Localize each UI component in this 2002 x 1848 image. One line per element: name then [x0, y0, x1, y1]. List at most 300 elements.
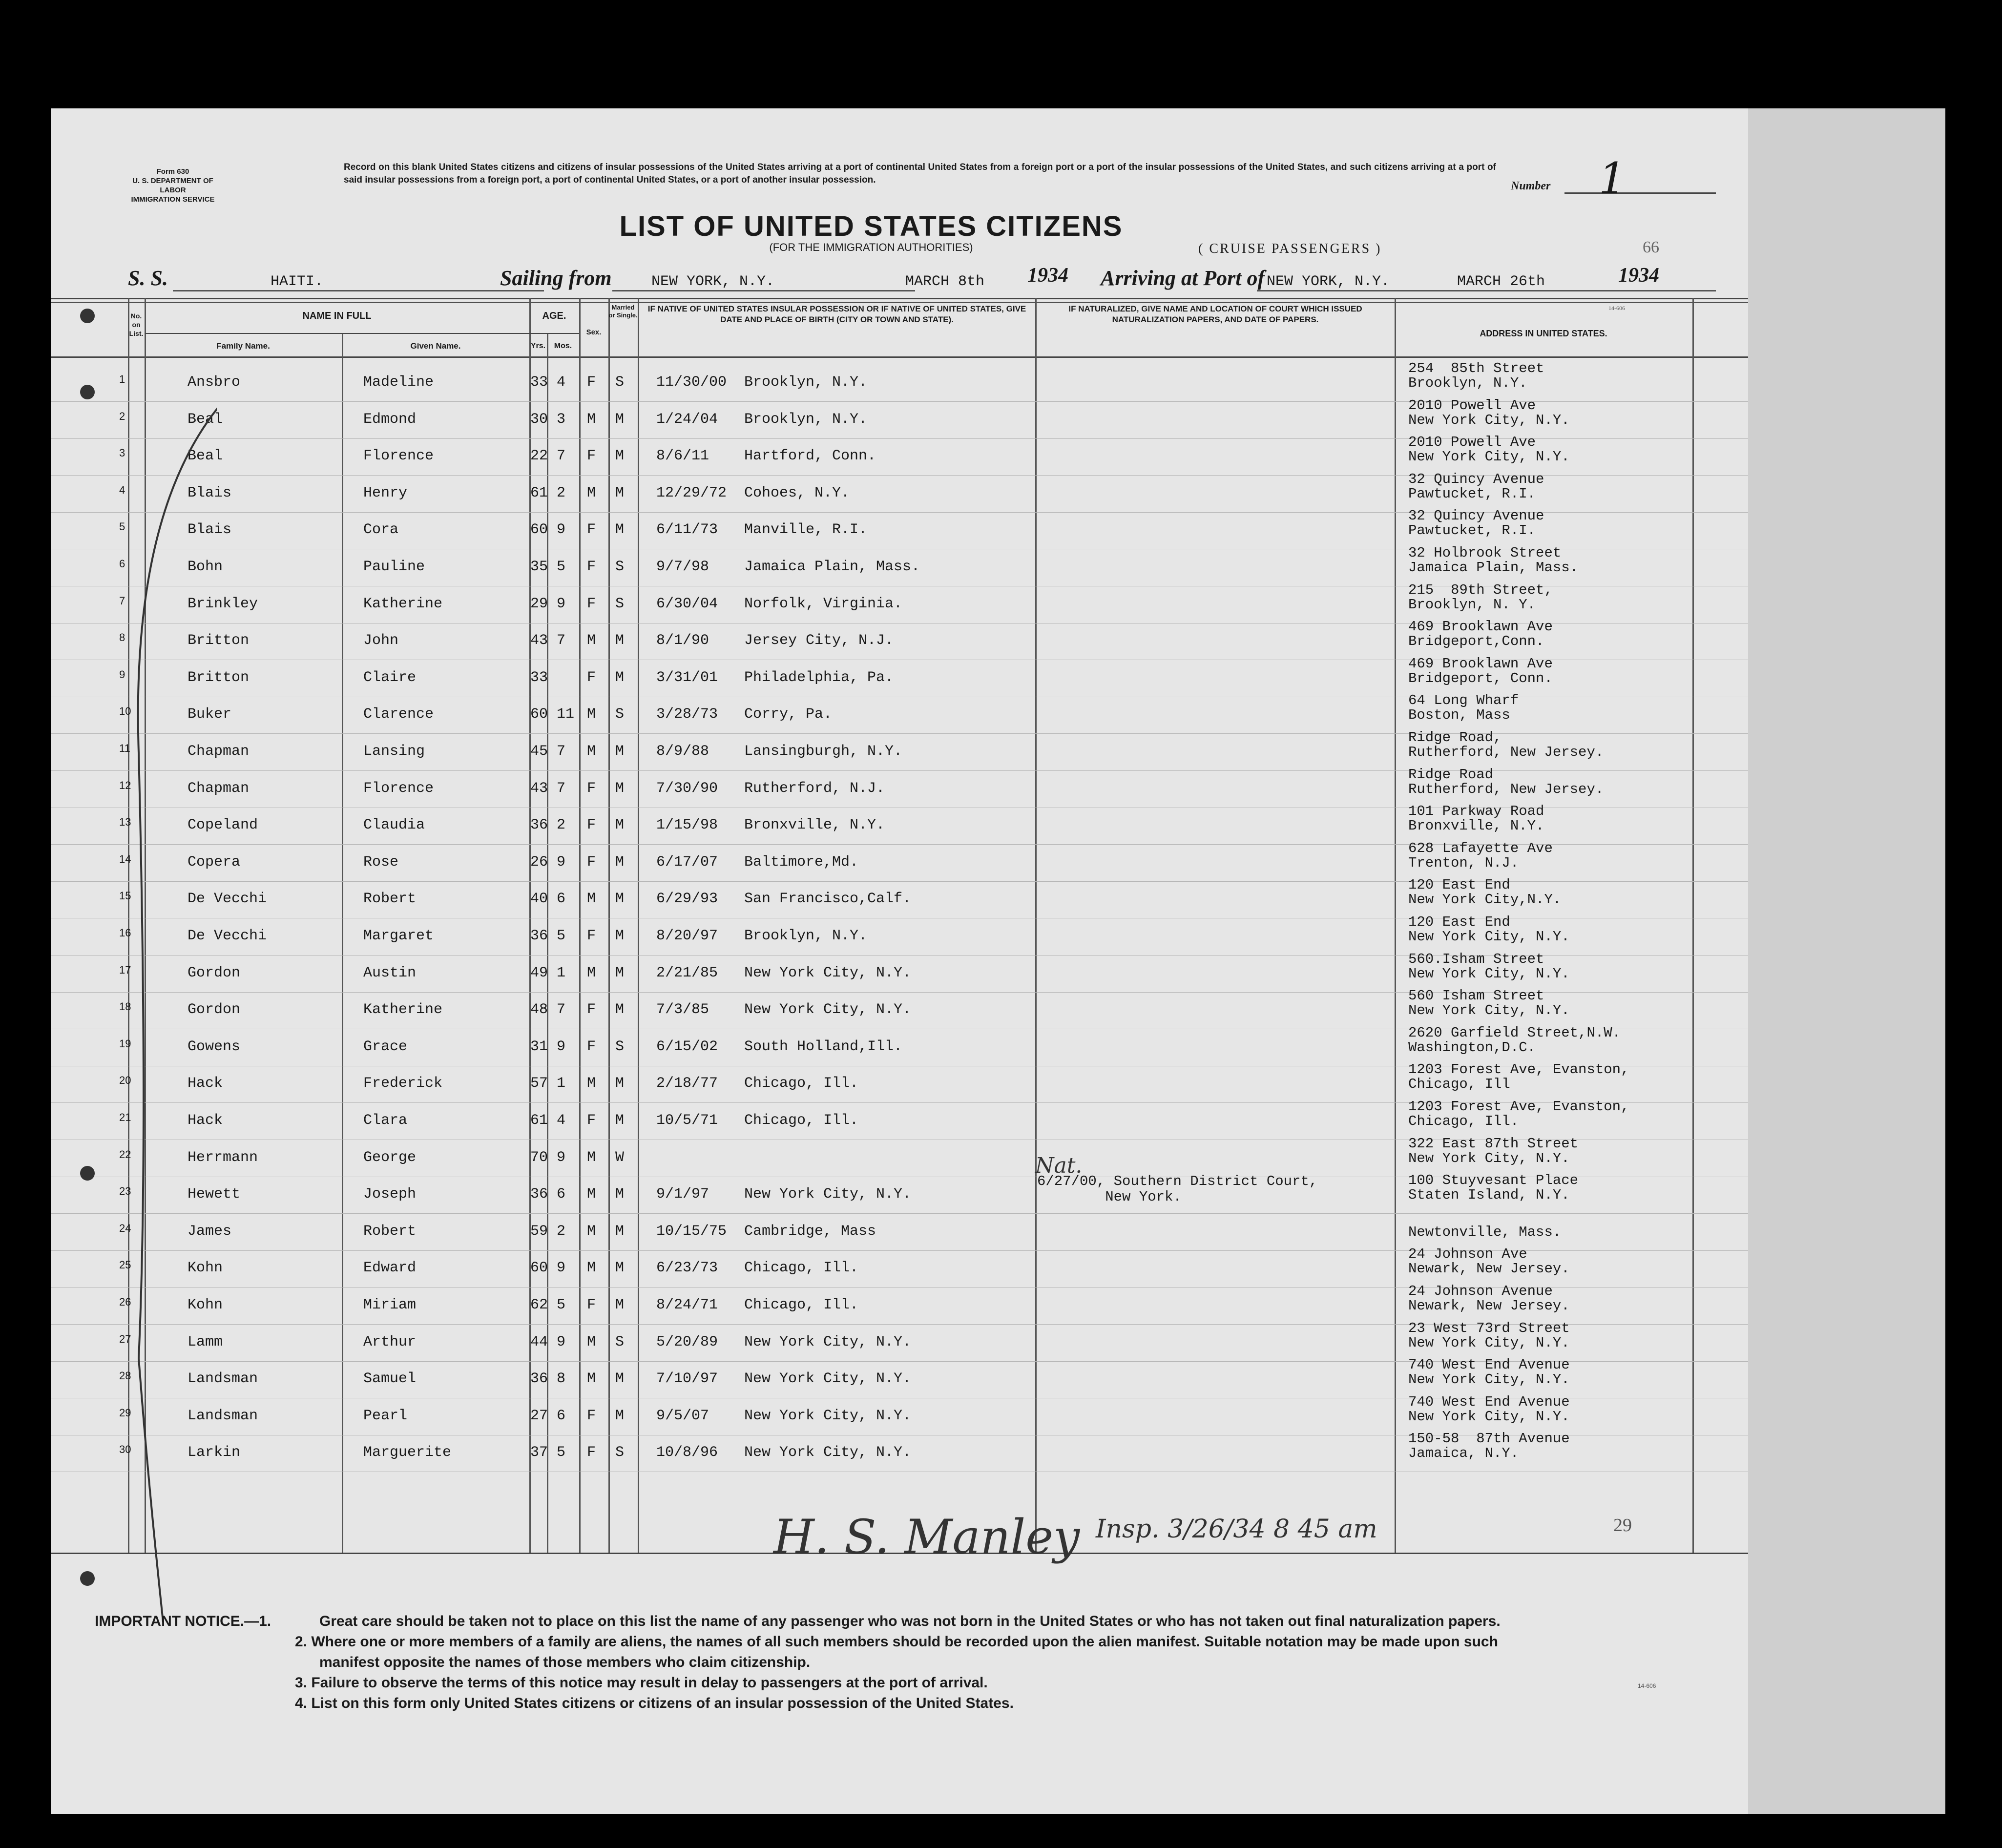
- row-number: 21: [119, 1111, 131, 1123]
- address-line-1: 2620 Garfield Street,N.W.: [1408, 1024, 1621, 1041]
- age-years: 36: [530, 1186, 548, 1203]
- manifest-page: [51, 108, 1748, 1814]
- birth-date: 6/23/73: [656, 1260, 718, 1277]
- given-name: Katherine: [363, 1001, 443, 1018]
- birth-date: 11/30/00: [656, 374, 727, 391]
- age-months: 5: [557, 928, 566, 944]
- row-number: 23: [119, 1185, 131, 1198]
- birth-date: 7/30/90: [656, 780, 718, 797]
- age-months: 4: [557, 1112, 566, 1129]
- given-name: Edmond: [363, 411, 417, 428]
- birth-date: 1/24/04: [656, 411, 718, 428]
- birth-date: 7/3/85: [656, 1001, 709, 1018]
- address-line-2: New York City, N.Y.: [1408, 412, 1570, 428]
- sex: F: [587, 669, 596, 686]
- cruise-passengers-note: ( CRUISE PASSENGERS ): [1198, 241, 1382, 256]
- given-name: Pearl: [363, 1407, 408, 1424]
- address-line-1: 560.Isham Street: [1408, 951, 1544, 967]
- birth-date: 8/20/97: [656, 928, 718, 944]
- sex: F: [587, 928, 596, 944]
- binding-hole: [80, 385, 95, 399]
- address-line-1: 628 Lafayette Ave: [1408, 840, 1553, 856]
- address-line-2: New York City, N.Y.: [1408, 965, 1570, 982]
- row-number: 27: [119, 1332, 131, 1345]
- family-name: James: [188, 1223, 232, 1240]
- family-name: Herrmann: [188, 1149, 258, 1166]
- stamp-number: 66: [1643, 238, 1659, 256]
- number-underline: [1564, 192, 1716, 194]
- notice-heading: IMPORTANT NOTICE.—1.: [95, 1613, 271, 1629]
- address-line-1: 120 East End: [1408, 914, 1510, 930]
- table-top-rule: [51, 298, 1748, 299]
- address-line-2: Newtonville, Mass.: [1408, 1224, 1562, 1240]
- marital-status: M: [615, 743, 625, 760]
- marital-status: M: [615, 928, 625, 944]
- address-line-2: New York City,N.Y.: [1408, 892, 1562, 908]
- header-married-single: Married or Single.: [608, 304, 638, 319]
- address-line-1: 215 89th Street,: [1408, 581, 1553, 598]
- arriving-label: Arriving at Port of: [1101, 266, 1265, 290]
- family-name: Blais: [188, 484, 232, 501]
- address-line-2: Bridgeport, Conn.: [1408, 670, 1553, 686]
- age-years: 48: [530, 1001, 548, 1018]
- age-years: 61: [530, 1112, 548, 1129]
- given-name: George: [363, 1149, 417, 1166]
- birth-place: Jamaica Plain, Mass.: [744, 559, 920, 575]
- birth-date: 3/31/01: [656, 669, 718, 686]
- birth-place: Brooklyn, N.Y.: [744, 928, 868, 944]
- ship-underline: [173, 290, 544, 291]
- header-no-on-list: No. on List.: [129, 312, 144, 337]
- sex: M: [587, 1370, 596, 1388]
- table-row: [51, 729, 1748, 773]
- marital-status: M: [615, 448, 625, 465]
- given-name: Marguerite: [363, 1444, 452, 1461]
- inspector-signature: H. S. Manley: [773, 1510, 1080, 1564]
- given-name: Claire: [363, 669, 417, 686]
- age-months: 9: [557, 595, 566, 612]
- voyage-code: 14-606: [1608, 305, 1625, 311]
- row-number: 1: [119, 373, 125, 385]
- family-name: Landsman: [188, 1407, 258, 1424]
- arriving-date: MARCH 26th: [1457, 273, 1545, 290]
- birth-place: Rutherford, N.J.: [744, 780, 885, 797]
- birth-place: Norfolk, Virginia.: [744, 595, 903, 612]
- birth-date: 3/28/73: [656, 706, 718, 723]
- row-number: 28: [119, 1370, 131, 1382]
- family-name: Larkin: [188, 1444, 241, 1461]
- given-name: Arthur: [363, 1333, 417, 1350]
- age-months: 9: [557, 1333, 566, 1350]
- binding-hole: [80, 309, 95, 323]
- birth-place: New York City, N.Y.: [744, 964, 912, 981]
- table-row: [51, 1172, 1748, 1216]
- birth-place: New York City, N.Y.: [744, 1001, 912, 1018]
- birth-date: 6/11/73: [656, 521, 718, 539]
- family-name: Copera: [188, 853, 241, 871]
- family-name: Beal: [188, 448, 223, 465]
- page-title: LIST OF UNITED STATES CITIZENS: [619, 210, 1123, 242]
- age-years: 27: [530, 1407, 548, 1424]
- age-months: 7: [557, 1001, 566, 1018]
- marital-status: M: [615, 669, 625, 686]
- number-label: Number: [1511, 180, 1551, 192]
- address-line-1: 469 Brooklawn Ave: [1408, 619, 1553, 635]
- family-name: Gordon: [188, 1001, 241, 1018]
- birth-place: Corry, Pa.: [744, 706, 833, 723]
- age-months: 7: [557, 743, 566, 760]
- header-name-in-full: NAME IN FULL: [302, 311, 372, 321]
- list-number: 1: [1599, 153, 1626, 204]
- birth-date: 7/10/97: [656, 1370, 718, 1388]
- address-line-2: Bridgeport,Conn.: [1408, 633, 1544, 650]
- page-subtitle: (FOR THE IMMIGRATION AUTHORITIES): [769, 241, 973, 253]
- given-name: John: [363, 632, 399, 649]
- marital-status: M: [615, 817, 625, 834]
- age-years: 36: [530, 817, 548, 834]
- arriving-underline: [1257, 290, 1716, 291]
- age-months: 1: [557, 1075, 566, 1092]
- address-line-2: Washington,D.C.: [1408, 1039, 1536, 1056]
- sex: M: [587, 891, 596, 908]
- sex: M: [587, 1260, 596, 1277]
- row-number: 9: [119, 668, 125, 681]
- given-name: Madeline: [363, 374, 434, 391]
- age-years: 49: [530, 964, 548, 981]
- age-months: 9: [557, 1149, 566, 1166]
- birth-date: 6/29/93: [656, 891, 718, 908]
- row-number: 30: [119, 1443, 131, 1456]
- notice-item-2-cont: manifest opposite the names of those members who claim citizenship.: [319, 1654, 811, 1670]
- address-line-2: Brooklyn, N.Y.: [1408, 375, 1527, 391]
- family-name: Gowens: [188, 1038, 241, 1055]
- header-family-name: Family Name.: [216, 341, 270, 351]
- notice-item-4: 4. List on this form only United States citizens or citizens of an insular possession of the United States.: [295, 1695, 1014, 1711]
- address-line-1: 740 West End Avenue: [1408, 1393, 1570, 1410]
- bracket-line: [119, 362, 217, 1632]
- given-name: Margaret: [363, 928, 434, 944]
- sex: F: [587, 1407, 596, 1424]
- sex: F: [587, 1001, 596, 1018]
- given-name: Joseph: [363, 1186, 417, 1203]
- birth-date: 2/21/85: [656, 964, 718, 981]
- marital-status: M: [615, 891, 625, 908]
- age-months: 9: [557, 1260, 566, 1277]
- address-line-2: Staten Island, N.Y.: [1408, 1187, 1570, 1204]
- address-line-2: New York City, N.Y.: [1408, 1002, 1570, 1019]
- address-line-2: New York City, N.Y.: [1408, 1150, 1570, 1166]
- binding-hole: [80, 1166, 95, 1181]
- given-name: Robert: [363, 1223, 417, 1240]
- ss-label: S. S.: [128, 266, 168, 290]
- sex: M: [587, 1149, 596, 1166]
- age-years: 45: [530, 743, 548, 760]
- age-months: 9: [557, 853, 566, 871]
- birth-place: New York City, N.Y.: [744, 1407, 912, 1424]
- row-number: 22: [119, 1148, 131, 1161]
- marital-status: M: [615, 853, 625, 871]
- marital-status: S: [615, 595, 625, 612]
- family-name: Gordon: [188, 964, 241, 981]
- given-name: Lansing: [363, 743, 425, 760]
- family-name: Buker: [188, 706, 232, 723]
- row-number: 7: [119, 594, 125, 607]
- age-years: 43: [530, 632, 548, 649]
- age-months: 5: [557, 1444, 566, 1461]
- address-line-1: 740 West End Avenue: [1408, 1357, 1570, 1373]
- row-number: 8: [119, 631, 125, 644]
- marital-status: M: [615, 484, 625, 501]
- birth-date: 8/24/71: [656, 1297, 718, 1313]
- age-years: 30: [530, 411, 548, 428]
- marital-status: M: [615, 1223, 625, 1240]
- address-line-1: 24 Johnson Ave: [1408, 1246, 1527, 1263]
- sex: M: [587, 411, 596, 428]
- given-name: Cora: [363, 521, 399, 539]
- address-line-2: Jamaica Plain, Mass.: [1408, 560, 1579, 576]
- birth-date: 2/18/77: [656, 1075, 718, 1092]
- family-name: Hewett: [188, 1186, 241, 1203]
- family-name: De Vecchi: [188, 891, 267, 908]
- sex: M: [587, 1333, 596, 1350]
- birth-place: New York City, N.Y.: [744, 1444, 912, 1461]
- address-line-1: Ridge Road: [1408, 766, 1494, 783]
- birth-date: 1/15/98: [656, 817, 718, 834]
- given-name: Austin: [363, 964, 417, 981]
- marital-status: S: [615, 1333, 625, 1350]
- department-name: U. S. DEPARTMENT OF LABOR: [132, 177, 213, 194]
- birth-place: Manville, R.I.: [744, 521, 868, 539]
- given-name: Clarence: [363, 706, 434, 723]
- age-years: 31: [530, 1038, 548, 1055]
- sex: F: [587, 374, 596, 391]
- age-years: 62: [530, 1297, 548, 1313]
- sex: F: [587, 521, 596, 539]
- family-name: Lamm: [188, 1333, 223, 1350]
- row-number: 12: [119, 779, 131, 791]
- header-age: AGE.: [542, 311, 566, 321]
- naturalization-note: 6/27/00, Southern District Court, New York.: [1037, 1173, 1318, 1205]
- address-line-1: 560 Isham Street: [1408, 988, 1544, 1004]
- address-line-1: 2010 Powell Ave: [1408, 434, 1536, 451]
- age-months: 7: [557, 780, 566, 797]
- birth-place: Cambridge, Mass: [744, 1223, 876, 1240]
- address-line-2: Newark, New Jersey.: [1408, 1298, 1570, 1314]
- sex: F: [587, 853, 596, 871]
- form-number: Form 630: [156, 167, 189, 176]
- birth-date: 5/20/89: [656, 1333, 718, 1350]
- marital-status: M: [615, 1186, 625, 1203]
- sex: F: [587, 1112, 596, 1129]
- birth-date: 8/9/88: [656, 743, 709, 760]
- sex: M: [587, 632, 596, 649]
- birth-date: 9/7/98: [656, 559, 709, 575]
- given-name: Edward: [363, 1260, 417, 1277]
- birth-date: 10/8/96: [656, 1444, 718, 1461]
- address-line-2: Boston, Mass: [1408, 707, 1510, 724]
- birth-date: 9/1/97: [656, 1186, 709, 1203]
- address-line-1: 120 East End: [1408, 877, 1510, 893]
- sex: F: [587, 817, 596, 834]
- birth-date: 8/6/11: [656, 448, 709, 465]
- row-number: 14: [119, 852, 131, 865]
- address-line-2: New York City, N.Y.: [1408, 929, 1570, 945]
- row-number: 19: [119, 1037, 131, 1050]
- marital-status: M: [615, 411, 625, 428]
- marital-status: M: [615, 632, 625, 649]
- header-bottom-rule: [51, 356, 1748, 358]
- row-number: 25: [119, 1259, 131, 1271]
- address-line-1: 1203 Forest Ave, Evanston,: [1408, 1099, 1629, 1115]
- age-years: 36: [530, 928, 548, 944]
- row-rule: [51, 770, 1748, 771]
- age-years: 57: [530, 1075, 548, 1092]
- age-months: 11: [557, 706, 575, 723]
- given-name: Pauline: [363, 559, 425, 575]
- family-name: Landsman: [188, 1370, 258, 1388]
- age-years: 33: [530, 374, 548, 391]
- family-name: Blais: [188, 521, 232, 539]
- table-row: [51, 1431, 1748, 1474]
- marital-status: M: [615, 1260, 625, 1277]
- marital-status: M: [615, 1370, 625, 1388]
- row-number: 2: [119, 410, 125, 422]
- age-months: 2: [557, 817, 566, 834]
- sex: F: [587, 595, 596, 612]
- age-months: 2: [557, 1223, 566, 1240]
- family-name: Copeland: [188, 817, 258, 834]
- family-name: Ansbro: [188, 374, 241, 391]
- row-number: 29: [119, 1406, 131, 1419]
- sex: M: [587, 1186, 596, 1203]
- service-name: IMMIGRATION SERVICE: [131, 195, 215, 204]
- age-months: 3: [557, 411, 566, 428]
- sex: M: [587, 484, 596, 501]
- row-number: 4: [119, 483, 125, 496]
- address-line-1: 150-58 87th Avenue: [1408, 1431, 1570, 1447]
- given-name: Claudia: [363, 817, 425, 834]
- age-months: 9: [557, 1038, 566, 1055]
- address-line-2: Rutherford, New Jersey.: [1408, 781, 1604, 797]
- header-yrs: Yrs.: [530, 342, 546, 350]
- row-number: 13: [119, 816, 131, 829]
- family-name: Kohn: [188, 1297, 223, 1313]
- age-months: 7: [557, 632, 566, 649]
- birth-place: Philadelphia, Pa.: [744, 669, 894, 686]
- header-naturalized: IF NATURALIZED, GIVE NAME AND LOCATION OF COURT WHICH ISSUED NATURALIZATION PAPERS, AND DATE OF PAPERS.: [1068, 304, 1362, 324]
- row-number: 17: [119, 963, 131, 976]
- age-years: 22: [530, 448, 548, 465]
- family-name: Britton: [188, 632, 250, 649]
- age-years: 35: [530, 559, 548, 575]
- row-rule: [51, 1213, 1748, 1214]
- given-name: Miriam: [363, 1297, 417, 1313]
- sex: M: [587, 964, 596, 981]
- birth-date: 6/15/02: [656, 1038, 718, 1055]
- address-line-1: 101 Parkway Road: [1408, 803, 1544, 820]
- row-number: 6: [119, 558, 125, 570]
- age-years: 29: [530, 595, 548, 612]
- row-number: 3: [119, 447, 125, 459]
- given-name: Rose: [363, 853, 399, 871]
- age-months: 7: [557, 448, 566, 465]
- address-line-2: Trenton, N.J.: [1408, 854, 1519, 871]
- marital-status: M: [615, 780, 625, 797]
- row-number: 20: [119, 1074, 131, 1087]
- address-line-1: 32 Quincy Avenue: [1408, 508, 1544, 524]
- sailing-underline: [612, 290, 915, 291]
- passenger-total: 29: [1613, 1515, 1632, 1536]
- row-number: 10: [119, 705, 131, 718]
- age-years: 60: [530, 1260, 548, 1277]
- marital-status: S: [615, 706, 625, 723]
- marital-status: M: [615, 1075, 625, 1092]
- sailing-port: NEW YORK, N.Y.: [651, 273, 775, 290]
- sex: F: [587, 1297, 596, 1313]
- marital-status: M: [615, 1112, 625, 1129]
- row-number: 5: [119, 520, 125, 533]
- birth-place: Lansingburgh, N.Y.: [744, 743, 903, 760]
- arriving-port: NEW YORK, N.Y.: [1267, 273, 1390, 290]
- table-top-rule-2: [51, 302, 1748, 303]
- family-name: Hack: [188, 1075, 223, 1092]
- given-name: Grace: [363, 1038, 408, 1055]
- age-months: 5: [557, 1297, 566, 1313]
- row-number: 11: [119, 742, 130, 754]
- subheader-rule: [145, 333, 579, 334]
- address-line-2: Pawtucket, R.I.: [1408, 522, 1536, 539]
- birth-place: Baltimore,Md.: [744, 853, 859, 871]
- row-number: 24: [119, 1222, 131, 1234]
- age-years: 40: [530, 891, 548, 908]
- address-line-2: Brooklyn, N. Y.: [1408, 596, 1536, 613]
- address-line-2: New York City, N.Y.: [1408, 449, 1570, 465]
- sex: F: [587, 780, 596, 797]
- address-line-2: Newark, New Jersey.: [1408, 1261, 1570, 1277]
- sailing-label: Sailing from: [500, 266, 612, 290]
- birth-place: Hartford, Conn.: [744, 448, 876, 465]
- age-years: 43: [530, 780, 548, 797]
- birth-date: 10/15/75: [656, 1223, 727, 1240]
- marital-status: S: [615, 1038, 625, 1055]
- row-number: 16: [119, 927, 131, 939]
- birth-place: Chicago, Ill.: [744, 1297, 859, 1313]
- family-name: Britton: [188, 669, 250, 686]
- sex: M: [587, 1223, 596, 1240]
- address-line-2: New York City, N.Y.: [1408, 1334, 1570, 1351]
- family-name: Chapman: [188, 780, 250, 797]
- naturalization-mark: Nat.: [1035, 1153, 1083, 1178]
- age-years: 59: [530, 1223, 548, 1240]
- address-line-2: Bronxville, N.Y.: [1408, 818, 1544, 834]
- birth-place: Brooklyn, N.Y.: [744, 374, 868, 391]
- birth-place: Chicago, Ill.: [744, 1112, 859, 1129]
- address-line-1: 322 East 87th Street: [1408, 1135, 1579, 1152]
- marital-status: M: [615, 1407, 625, 1424]
- sex: F: [587, 559, 596, 575]
- age-months: 6: [557, 891, 566, 908]
- sex: F: [587, 1038, 596, 1055]
- given-name: Robert: [363, 891, 417, 908]
- age-years: 44: [530, 1333, 548, 1350]
- age-months: 4: [557, 374, 566, 391]
- birth-place: New York City, N.Y.: [744, 1186, 912, 1203]
- row-number: 15: [119, 890, 131, 902]
- marital-status: W: [615, 1149, 625, 1166]
- age-months: 2: [557, 484, 566, 501]
- marital-status: M: [615, 1297, 625, 1313]
- age-months: 1: [557, 964, 566, 981]
